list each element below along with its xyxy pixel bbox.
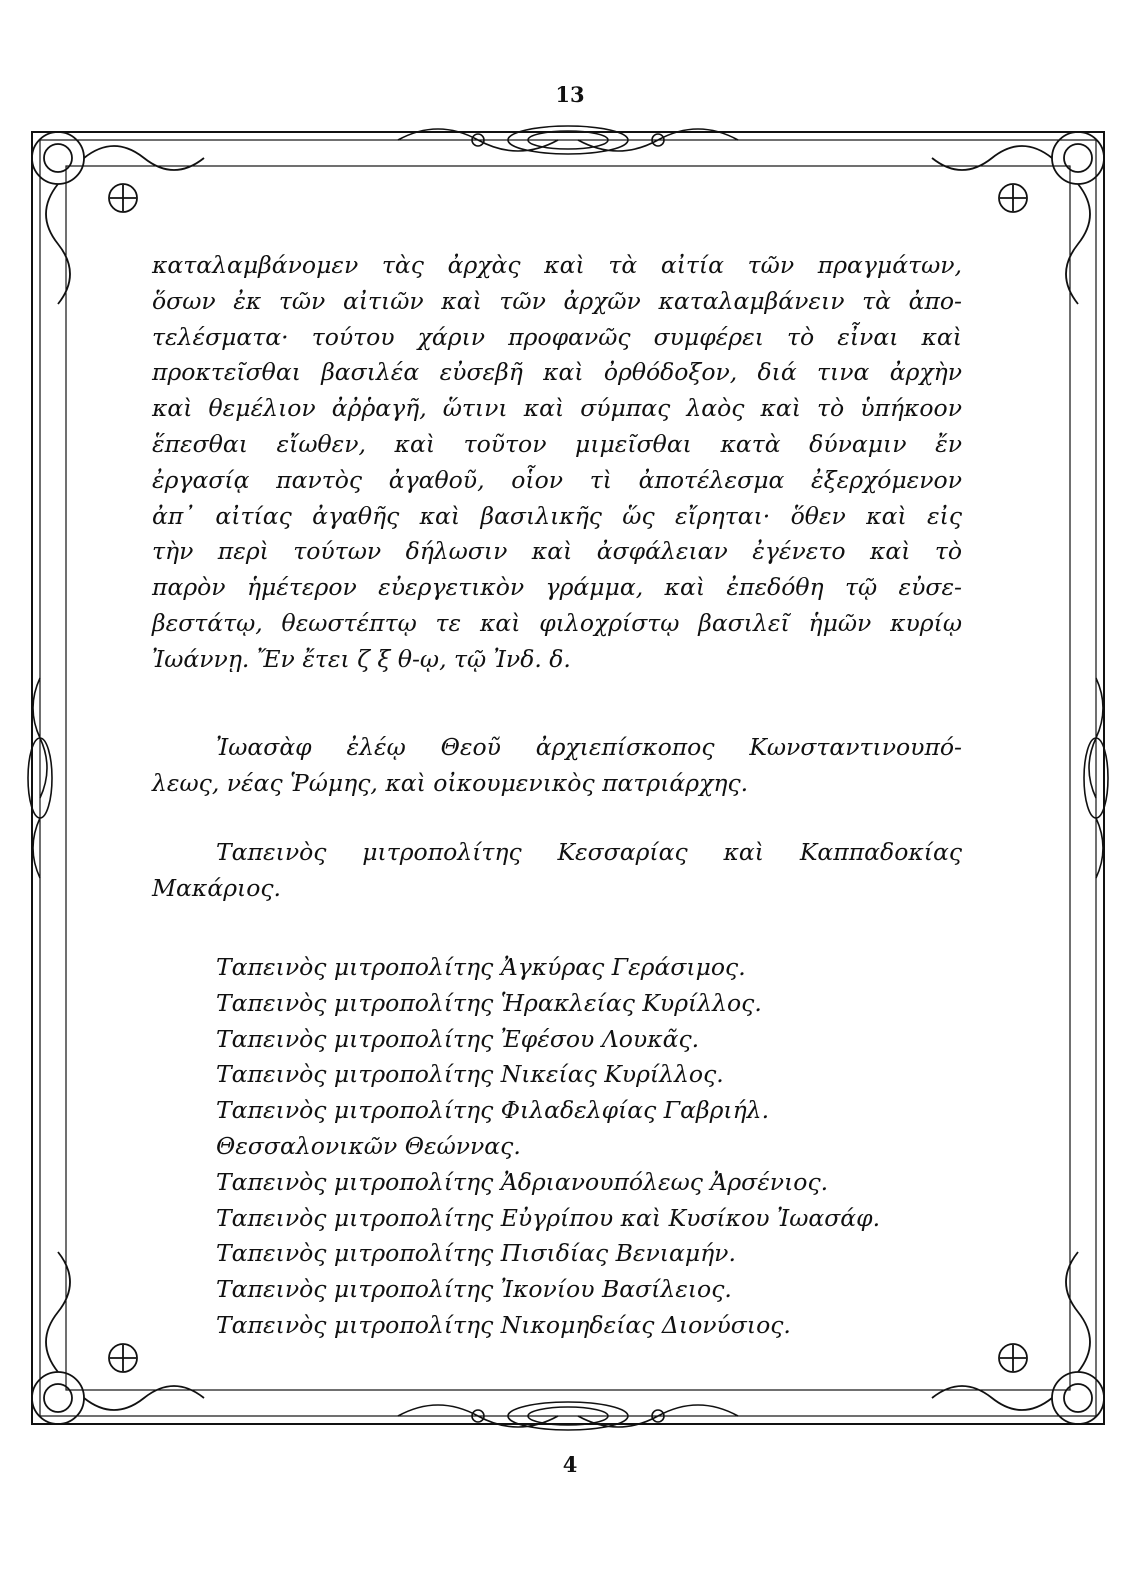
metropolitans-list: [216, 950, 956, 1344]
patriarch-signature: [152, 730, 962, 802]
paragraph-line: καταλαμβάνομεν τὰς ἀρχὰς καὶ τὰ αἰτία τῶν πραγμάτων,: [152, 251, 962, 279]
list-item: Ταπεινὸς μιτροπολίτης Ἀγκύρας Γεράσιμος.: [216, 953, 746, 981]
signature-line: Μακάριος.: [152, 873, 282, 902]
list-item: Ταπεινὸς μιτροπολίτης Πισιδίας Βενιαμήν.: [216, 1239, 736, 1268]
signature-line: Ἰωασὰφ ἐλέῳ Θεοῦ ἀρχιεπίσκοπος Κωνσταντινουπό-: [216, 733, 962, 761]
list-item: Ταπεινὸς μιτροπολίτης Φιλαδελφίας Γαβριήλ.: [216, 1096, 770, 1125]
corner-bottom-right: [932, 1252, 1104, 1424]
paragraph-line: τελέσματα· τούτου χάριν προφανῶς συμφέρει τὸ εἶναι καὶ: [152, 322, 962, 351]
paragraph-line: ἕπεσθαι εἴωθεν, καὶ τοῦτον μιμεῖσθαι κατὰ δύναμιν ἔν: [152, 429, 962, 458]
paragraph-line: καὶ θεμέλιον ἀῤῥαγῆ, ὥτινι καὶ σύμπας λαὸς καὶ τὸ ὑπήκοον: [152, 394, 962, 423]
paragraph-line: προκτεῖσθαι βασιλέα εὐσεβῆ καὶ ὀρθόδοξον, διά τινα ἀρχὴν: [152, 358, 962, 387]
main-paragraph: [152, 248, 962, 678]
corner-bottom-left: [32, 1252, 204, 1424]
page-number-bottom: 4: [562, 1452, 578, 1477]
page-number-top: 13: [555, 82, 585, 107]
paragraph-line: τὴν περὶ τούτων δήλωσιν καὶ ἀσφάλειαν ἐγένετο καὶ τὸ: [152, 537, 962, 566]
paragraph-line: παρὸν ἡμέτερον εὐεργετικὸν γράμμα, καὶ ἐπεδόθη τῷ εὐσε-: [152, 573, 962, 602]
list-item: Θεσσαλονικῶν Θεώννας.: [216, 1131, 521, 1160]
paragraph-line: ἀπ᾽ αἰτίας ἀγαθῆς καὶ βασιλικῆς ὥς εἴρηται· ὅθεν καὶ εἰς: [152, 501, 962, 530]
list-item: Ταπεινὸς μιτροπολίτης Ἀδριανουπόλεως Ἀρσένιος.: [216, 1167, 829, 1196]
list-item: Ταπεινὸς μιτροπολίτης Εὐγρίπου καὶ Κυσίκου Ἰωασάφ.: [216, 1203, 881, 1232]
list-item: Ταπεινὸς μιτροπολίτης Ἡρακλείας Κυρίλλος.: [216, 988, 762, 1017]
list-item: Ταπεινὸς μιτροπολίτης Νικείας Κυρίλλος.: [216, 1060, 724, 1089]
list-item: Ταπεινὸς μιτροπολίτης Νικομηδείας Διονύσιος.: [216, 1310, 791, 1339]
paragraph-line: ὅσων ἐκ τῶν αἰτιῶν καὶ τῶν ἀρχῶν καταλαμβάνειν τὰ ἀπο-: [152, 286, 962, 315]
signature-line: Ταπεινὸς μιτροπολίτης Κεσσαρίας καὶ Καππαδοκίας: [216, 838, 962, 866]
list-item: Ταπεινὸς μιτροπολίτης Ἐφέσου Λουκᾶς.: [216, 1024, 700, 1053]
paragraph-line: Ἰωάννῃ. Ἔν ἔτει ζ ξ θ-ῳ, τῷ Ἰνδ. δ.: [152, 644, 571, 673]
paragraph-line: βεστάτῳ, θεωστέπτῳ τε καὶ φιλοχρίστῳ βασιλεῖ ἡμῶν κυρίῳ: [152, 608, 962, 637]
paragraph-line: ἐργασίᾳ παντὸς ἀγαθοῦ, οἷον τὶ ἀποτέλεσμα ἐξερχόμενον: [152, 465, 962, 494]
list-item: Ταπεινὸς μιτροπολίτης Ἰκονίου Βασίλειος.: [216, 1275, 732, 1304]
signature-line: λεως, νέας Ῥώμης, καὶ οἰκουμενικὸς πατριάρχης.: [152, 768, 749, 797]
caesarea-signature: [152, 835, 962, 907]
